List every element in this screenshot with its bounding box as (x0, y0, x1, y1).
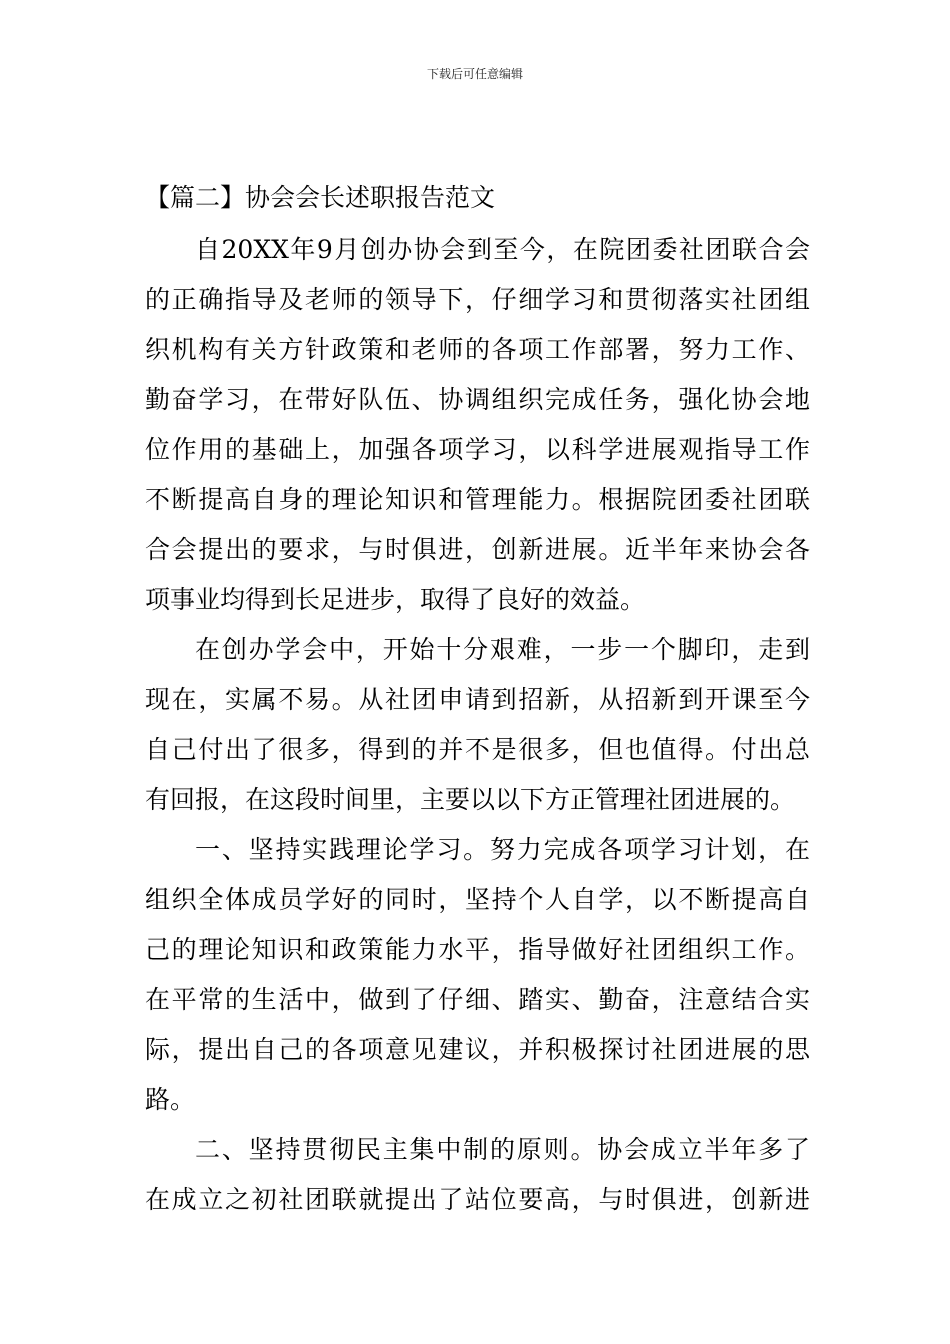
text-line: 勤奋学习，在带好队伍、协调组织完成任务，强化协会地 (145, 385, 810, 414)
text-line: 组织全体成员学好的同时，坚持个人自学，以不断提高自 (145, 885, 810, 914)
header-note: 下载后可任意编辑 (426, 67, 523, 81)
text-line: 不断提高自身的理论知识和管理能力。根据院团委社团联 (145, 485, 810, 514)
document-title: 【篇二】协会会长述职报告范文 (145, 183, 496, 212)
text-line: 路。 (145, 1085, 196, 1114)
text-line: 一、坚持实践理论学习。努力完成各项学习计划，在 (195, 835, 810, 864)
text-line: 的正确指导及老师的领导下，仔细学习和贯彻落实社团组 (145, 285, 810, 314)
text-line: 位作用的基础上，加强各项学习，以科学进展观指导工作 (145, 435, 810, 464)
text-line: 在创办学会中，开始十分艰难，一步一个脚印，走到 (195, 635, 810, 664)
text-line: 在平常的生活中，做到了仔细、踏实、勤奋，注意结合实 (145, 985, 810, 1014)
text-line: 现在，实属不易。从社团申请到招新，从招新到开课至今 (145, 685, 810, 714)
text-line: 自20XX年9月创办协会到至今，在院团委社团联合会 (195, 235, 810, 264)
text-line: 己的理论知识和政策能力水平，指导做好社团组织工作。 (145, 935, 810, 964)
document-body (145, 230, 810, 1230)
text-line: 自己付出了很多，得到的并不是很多，但也值得。付出总 (145, 735, 810, 764)
text-line: 项事业均得到长足进步，取得了良好的效益。 (145, 585, 646, 614)
text-line: 合会提出的要求，与时俱进，创新进展。近半年来协会各 (145, 535, 810, 564)
text-line: 二、坚持贯彻民主集中制的原则。协会成立半年多了 (195, 1135, 810, 1164)
text-line: 在成立之初社团联就提出了站位要高，与时俱进，创新进 (145, 1185, 810, 1214)
text-line: 际，提出自己的各项意见建议，并积极探讨社团进展的思 (145, 1035, 810, 1064)
text-line: 织机构有关方针政策和老师的各项工作部署，努力工作、 (145, 335, 810, 364)
text-line: 有回报，在这段时间里，主要以以下方正管理社团进展的。 (145, 785, 796, 814)
